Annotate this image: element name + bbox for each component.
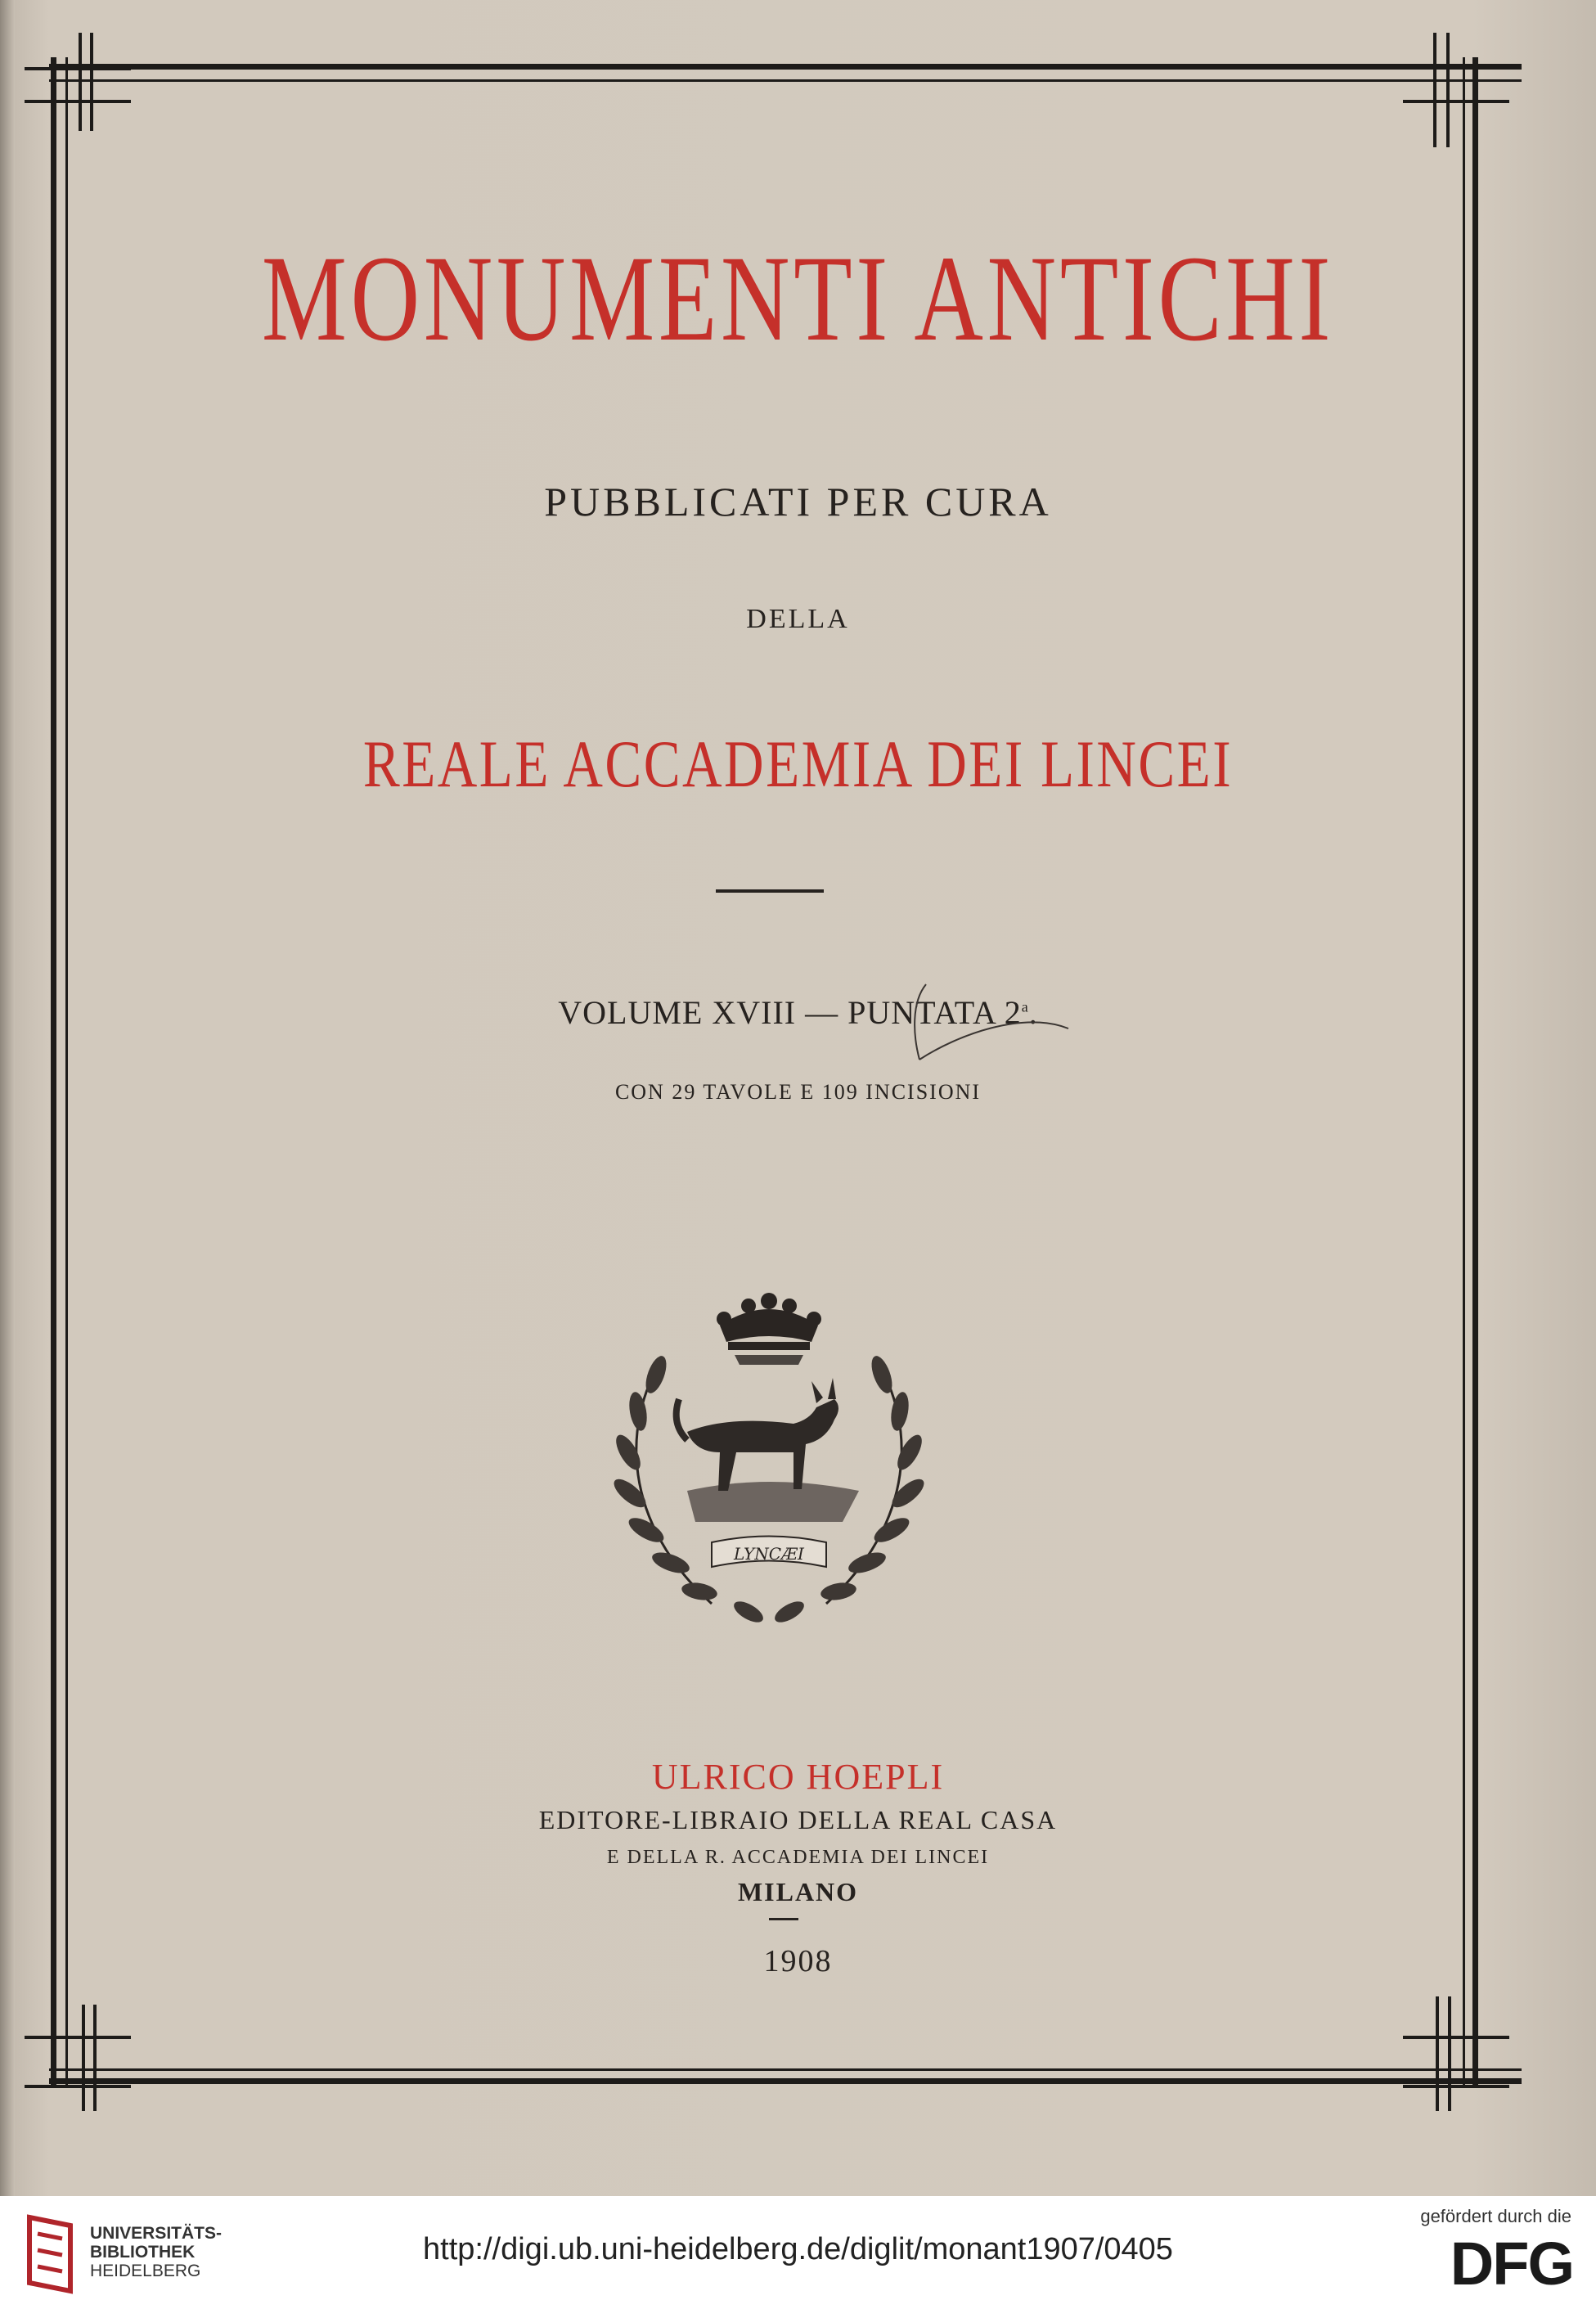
library-name-line-2: BIBLIOTHEK [90, 2243, 196, 2262]
academy-name: REALE ACCADEMIA DEI LINCEI [362, 727, 1234, 801]
city: MILANO [737, 1877, 859, 1906]
funded-by-label: gefördert durch die [1420, 2206, 1571, 2226]
editor-line-1: EDITORE-LIBRAIO DELLA REAL CASA [538, 1805, 1058, 1834]
year: 1908 [763, 1944, 833, 1978]
della-label: DELLA [746, 604, 850, 634]
separator-rule [716, 889, 824, 893]
subtitle: PUBBLICATI PER CURA [544, 479, 1052, 524]
editor-line-2: E DELLA R. ACCADEMIA DEI LINCEI [606, 1847, 990, 1868]
separator-rule-small [769, 1918, 798, 1920]
pencil-mark-icon [908, 978, 1072, 1076]
emblem-motto: LYNCÆI [734, 1544, 804, 1564]
library-name-line-1: UNIVERSITÄTS- [90, 2224, 223, 2243]
dfg-logo-icon[interactable]: DFG [1450, 2230, 1573, 2298]
publisher-name: ULRICO HOEPLI [651, 1757, 945, 1797]
plates-line: CON 29 TAVOLE E 109 INCISIONI [614, 1080, 982, 1104]
volume-suffix: a [1021, 998, 1029, 1015]
library-name-line-3: HEIDELBERG [90, 2262, 201, 2280]
volume-text: VOLUME XVIII — PUNTATA 2 [558, 994, 1022, 1031]
footer-bar [0, 2196, 1596, 2309]
lynx-emblem-icon [597, 1276, 941, 1645]
document-title: MONUMENTI ANTICHI [261, 231, 1335, 367]
volume-line: VOLUME XVIII — PUNTATA 2$^a$. [558, 994, 1038, 1031]
permalink-url[interactable]: http://digi.ub.uni-heidelberg.de/diglit/monant1907/0405 [423, 2232, 1173, 2266]
